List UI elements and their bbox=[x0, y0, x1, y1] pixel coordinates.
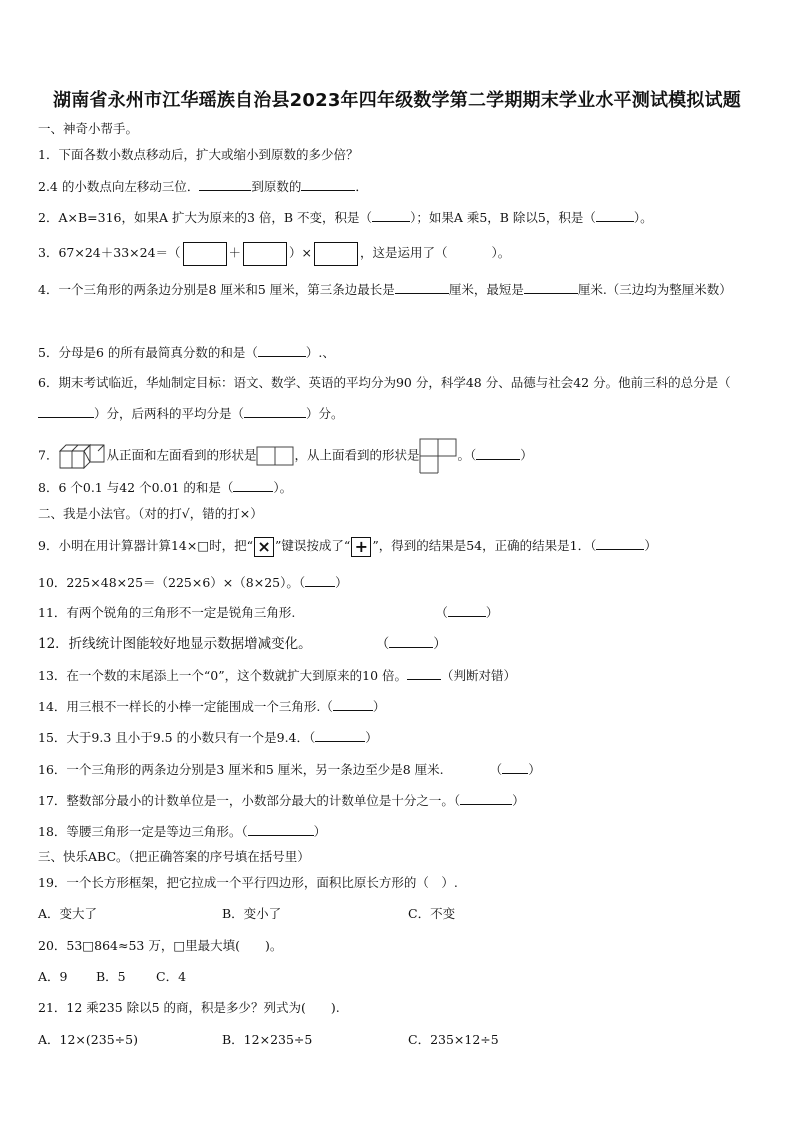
question-13: 13．在一个数的末尾添上一个“0”，这个数就扩大到原来的10 倍。 （判断对错） bbox=[38, 668, 517, 683]
question-21: 21．12 乘235 除以5 的商，积是多少？列式为( ). bbox=[38, 1000, 340, 1015]
answer-blank[interactable] bbox=[502, 760, 528, 774]
answer-box[interactable] bbox=[314, 242, 358, 266]
top-view-figure bbox=[419, 438, 457, 474]
answer-blank[interactable] bbox=[460, 791, 512, 805]
answer-blank[interactable] bbox=[524, 280, 578, 294]
answer-blank[interactable] bbox=[596, 536, 644, 550]
question-20-option-b[interactable]: B．5 bbox=[96, 969, 126, 984]
question-8: 8．6 个0.1 与42 个0.01 的和是（ ）。 bbox=[38, 480, 293, 495]
front-view-figure bbox=[256, 446, 294, 466]
answer-blank[interactable] bbox=[244, 404, 306, 418]
question-19-option-a[interactable]: A．变大了 bbox=[38, 906, 98, 921]
question-5: 5．分母是6 的所有最简真分数的和是（ ）.、 bbox=[38, 345, 335, 360]
answer-blank[interactable] bbox=[596, 208, 634, 222]
answer-blank[interactable] bbox=[476, 446, 520, 460]
question-20-option-c[interactable]: C．4 bbox=[156, 969, 187, 984]
answer-blank[interactable] bbox=[305, 573, 335, 587]
answer-blank[interactable] bbox=[315, 728, 365, 742]
section-heading-2: 二、我是小法官。（对的打√，错的打×） bbox=[38, 506, 263, 521]
answer-blank[interactable] bbox=[248, 822, 314, 836]
question-21-option-b[interactable]: B．12×235÷5 bbox=[222, 1032, 313, 1047]
question-20-option-a[interactable]: A．9 bbox=[38, 969, 68, 984]
question-12: 12．折线统计图能较好地显示数据增减变化。 （ ） bbox=[38, 636, 447, 652]
answer-blank[interactable] bbox=[333, 697, 373, 711]
section-heading-3: 三、快乐ABC。（把正确答案的序号填在括号里） bbox=[38, 849, 310, 864]
answer-box[interactable] bbox=[183, 242, 227, 266]
answer-blank[interactable] bbox=[395, 280, 449, 294]
cube-solid-figure bbox=[58, 443, 106, 469]
answer-blank[interactable] bbox=[199, 177, 251, 191]
question-6: 6．期末考试临近，华灿制定目标：语文、数学、英语的平均分为90 分，科学48 分、品德与社会42 分。他前三科的总分是（）分，后两科的平均分是（ ）分。 bbox=[38, 375, 731, 421]
question-21-option-a[interactable]: A．12×(235÷5) bbox=[38, 1032, 138, 1047]
answer-blank[interactable] bbox=[389, 634, 433, 648]
question-20: 20．53□864≈53 万，□里最大填( )。 bbox=[38, 938, 283, 953]
question-7: 7． 从正面和左面看到的形状是 ，从上面看到的形状是 。（ ） bbox=[38, 438, 533, 474]
question-14: 14．用三根不一样长的小棒一定能围成一个三角形.（ ） bbox=[38, 699, 386, 714]
plus-key-icon: + bbox=[351, 537, 371, 557]
section-heading-1: 一、神奇小帮手。 bbox=[38, 121, 139, 136]
answer-blank[interactable] bbox=[233, 478, 273, 492]
question-11: 11．有两个锐角的三角形不一定是锐角三角形. （ ） bbox=[38, 605, 499, 620]
question-1: 1．下面各数小数点移动后，扩大或缩小到原数的多少倍？ bbox=[38, 147, 359, 162]
answer-blank[interactable] bbox=[372, 208, 410, 222]
answer-box[interactable] bbox=[243, 242, 287, 266]
question-18: 18．等腰三角形一定是等边三角形。（ ） bbox=[38, 824, 327, 839]
page-title: 湖南省永州市江华瑶族自治县2023年四年级数学第二学期期末学业水平测试模拟试题 bbox=[53, 90, 741, 111]
answer-blank[interactable] bbox=[407, 666, 441, 680]
question-4: 4．一个三角形的两条边分别是8 厘米和5 厘米，第三条边最长是 厘米，最短是 厘米.（三边均为整厘米数） bbox=[38, 282, 732, 297]
answer-blank[interactable] bbox=[38, 404, 94, 418]
question-19-option-c[interactable]: C．不变 bbox=[408, 906, 456, 921]
answer-blank[interactable] bbox=[301, 177, 355, 191]
question-3: 3．67×24＋33×24＝（ ＋ ）× ，这是运用了（ ）。 bbox=[38, 241, 510, 266]
question-2: 2．A×B=316，如果A 扩大为原来的3 倍，B 不变，积是（ ）；如果A 乘5，B 除以5，积是（ ）。 bbox=[38, 210, 653, 225]
answer-blank[interactable] bbox=[258, 343, 306, 357]
answer-blank[interactable] bbox=[448, 603, 486, 617]
question-21-option-c[interactable]: C．235×12÷5 bbox=[408, 1032, 499, 1047]
question-17: 17．整数部分最小的计数单位是一，小数部分最大的计数单位是十分之一。（ ） bbox=[38, 793, 525, 808]
question-19: 19．一个长方形框架，把它拉成一个平行四边形，面积比原长方形的（ ）. bbox=[38, 875, 458, 890]
question-1a: 2.4 的小数点向左移动三位． 到原数的 ． bbox=[38, 179, 368, 194]
question-9: 9．小明在用计算器计算14×□时，把“ × ”键误按成了“ + ”，得到的结果是54，正确的结果是1．（ ） bbox=[38, 536, 657, 556]
question-19-option-b[interactable]: B．变小了 bbox=[222, 906, 282, 921]
question-16: 16．一个三角形的两条边分别是3 厘米和5 厘米，另一条边至少是8 厘米. （ ） bbox=[38, 762, 541, 777]
question-15: 15．大于9.3 且小于9.5 的小数只有一个是9.4．（ ） bbox=[38, 730, 378, 745]
multiply-key-icon: × bbox=[254, 537, 274, 557]
question-10: 10．225×48×25＝（225×6）×（8×25）。（ ） bbox=[38, 575, 348, 590]
